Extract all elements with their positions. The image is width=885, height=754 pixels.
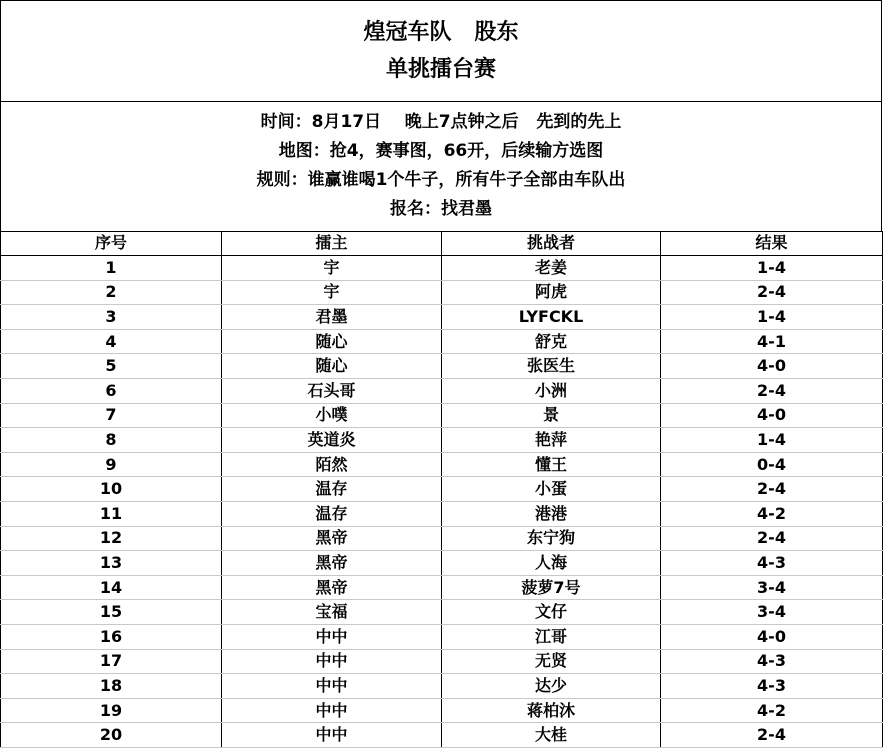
cell-result: 2-4 [661, 723, 883, 748]
cell-result: 4-2 [661, 698, 883, 723]
cell-no: 10 [1, 477, 222, 502]
cell-result: 4-0 [661, 403, 883, 428]
cell-no: 3 [1, 305, 222, 330]
cell-challenger: LYFCKL [442, 305, 661, 330]
cell-challenger: 舒克 [442, 329, 661, 354]
cell-result: 3-4 [661, 575, 883, 600]
cell-result: 3-4 [661, 600, 883, 625]
cell-result: 4-0 [661, 625, 883, 650]
cell-host: 宇 [222, 256, 442, 281]
cell-result: 1-4 [661, 305, 883, 330]
cell-result: 1-4 [661, 428, 883, 453]
cell-host: 黑帝 [222, 551, 442, 576]
cell-host: 中中 [222, 649, 442, 674]
cell-result: 1-4 [661, 256, 883, 281]
table-row [1, 649, 883, 674]
cell-result: 2-4 [661, 280, 883, 305]
column-header-result: 结果 [661, 231, 883, 256]
cell-result: 2-4 [661, 526, 883, 551]
cell-challenger: 艳萍 [442, 428, 661, 453]
cell-host: 随心 [222, 329, 442, 354]
cell-no: 4 [1, 329, 222, 354]
table-row [1, 600, 883, 625]
column-header-challenger: 挑战者 [442, 231, 661, 256]
cell-no: 13 [1, 551, 222, 576]
cell-no: 18 [1, 674, 222, 699]
cell-no: 15 [1, 600, 222, 625]
cell-challenger: 小洲 [442, 379, 661, 404]
table-row [1, 698, 883, 723]
cell-no: 17 [1, 649, 222, 674]
cell-result: 4-1 [661, 329, 883, 354]
info-signup: 报名：找君墨 [390, 199, 492, 219]
table-row [1, 329, 883, 354]
cell-no: 12 [1, 526, 222, 551]
cell-challenger: 江哥 [442, 625, 661, 650]
table-row [1, 526, 883, 551]
cell-no: 11 [1, 502, 222, 527]
cell-challenger: 景 [442, 403, 661, 428]
cell-challenger: 老姜 [442, 256, 661, 281]
table-row [1, 403, 883, 428]
cell-host: 黑帝 [222, 575, 442, 600]
cell-no: 6 [1, 379, 222, 404]
cell-no: 2 [1, 280, 222, 305]
table-row [1, 452, 883, 477]
cell-host: 英道炎 [222, 428, 442, 453]
info-block [0, 101, 882, 232]
table-row [1, 354, 883, 379]
title-line-2: 单挑擂台赛 [385, 57, 496, 82]
results-table [0, 231, 883, 748]
cell-result: 4-3 [661, 674, 883, 699]
cell-challenger: 大桂 [442, 723, 661, 748]
cell-no: 20 [1, 723, 222, 748]
cell-host: 宝福 [222, 600, 442, 625]
cell-host: 小噗 [222, 403, 442, 428]
cell-result: 2-4 [661, 477, 883, 502]
info-time: 时间：8月17日 晚上7点钟之后 先到的先上 [260, 112, 622, 132]
cell-no: 5 [1, 354, 222, 379]
cell-challenger: 阿虎 [442, 280, 661, 305]
cell-challenger: 无贤 [442, 649, 661, 674]
cell-result: 4-3 [661, 551, 883, 576]
table-row [1, 477, 883, 502]
table-row [1, 723, 883, 748]
cell-challenger: 小蛋 [442, 477, 661, 502]
cell-no: 19 [1, 698, 222, 723]
table-row [1, 280, 883, 305]
cell-challenger: 张医生 [442, 354, 661, 379]
cell-no: 16 [1, 625, 222, 650]
header-row [1, 231, 883, 256]
cell-host: 中中 [222, 674, 442, 699]
cell-no: 7 [1, 403, 222, 428]
cell-challenger: 东宁狗 [442, 526, 661, 551]
title-block [0, 0, 882, 101]
cell-host: 中中 [222, 723, 442, 748]
cell-challenger: 蒋柏沐 [442, 698, 661, 723]
cell-host: 君墨 [222, 305, 442, 330]
cell-challenger: 菠萝7号 [442, 575, 661, 600]
cell-host: 陌然 [222, 452, 442, 477]
info-map: 地图：抢4，赛事图，66开，后续输方选图 [278, 141, 604, 161]
cell-host: 随心 [222, 354, 442, 379]
column-header-no: 序号 [1, 231, 222, 256]
cell-result: 4-2 [661, 502, 883, 527]
table-row [1, 305, 883, 330]
table-row [1, 551, 883, 576]
cell-no: 8 [1, 428, 222, 453]
cell-host: 中中 [222, 698, 442, 723]
cell-challenger: 懂王 [442, 452, 661, 477]
cell-result: 4-3 [661, 649, 883, 674]
info-rules: 规则：谁赢谁喝1个牛子，所有牛子全部由车队出 [256, 170, 626, 190]
cell-no: 14 [1, 575, 222, 600]
table-row [1, 428, 883, 453]
cell-challenger: 文仔 [442, 600, 661, 625]
cell-host: 宇 [222, 280, 442, 305]
cell-no: 1 [1, 256, 222, 281]
cell-result: 2-4 [661, 379, 883, 404]
table-row [1, 256, 883, 281]
column-header-host: 擂主 [222, 231, 442, 256]
cell-host: 中中 [222, 625, 442, 650]
cell-no: 9 [1, 452, 222, 477]
title-line-1: 煌冠车队 股东 [363, 20, 519, 45]
cell-result: 4-0 [661, 354, 883, 379]
cell-result: 0-4 [661, 452, 883, 477]
table-row [1, 674, 883, 699]
cell-challenger: 港港 [442, 502, 661, 527]
table-row [1, 625, 883, 650]
table-row [1, 379, 883, 404]
cell-challenger: 人海 [442, 551, 661, 576]
cell-host: 温存 [222, 502, 442, 527]
cell-host: 温存 [222, 477, 442, 502]
table-row [1, 502, 883, 527]
cell-host: 黑帝 [222, 526, 442, 551]
table-row [1, 575, 883, 600]
cell-host: 石头哥 [222, 379, 442, 404]
cell-challenger: 达少 [442, 674, 661, 699]
